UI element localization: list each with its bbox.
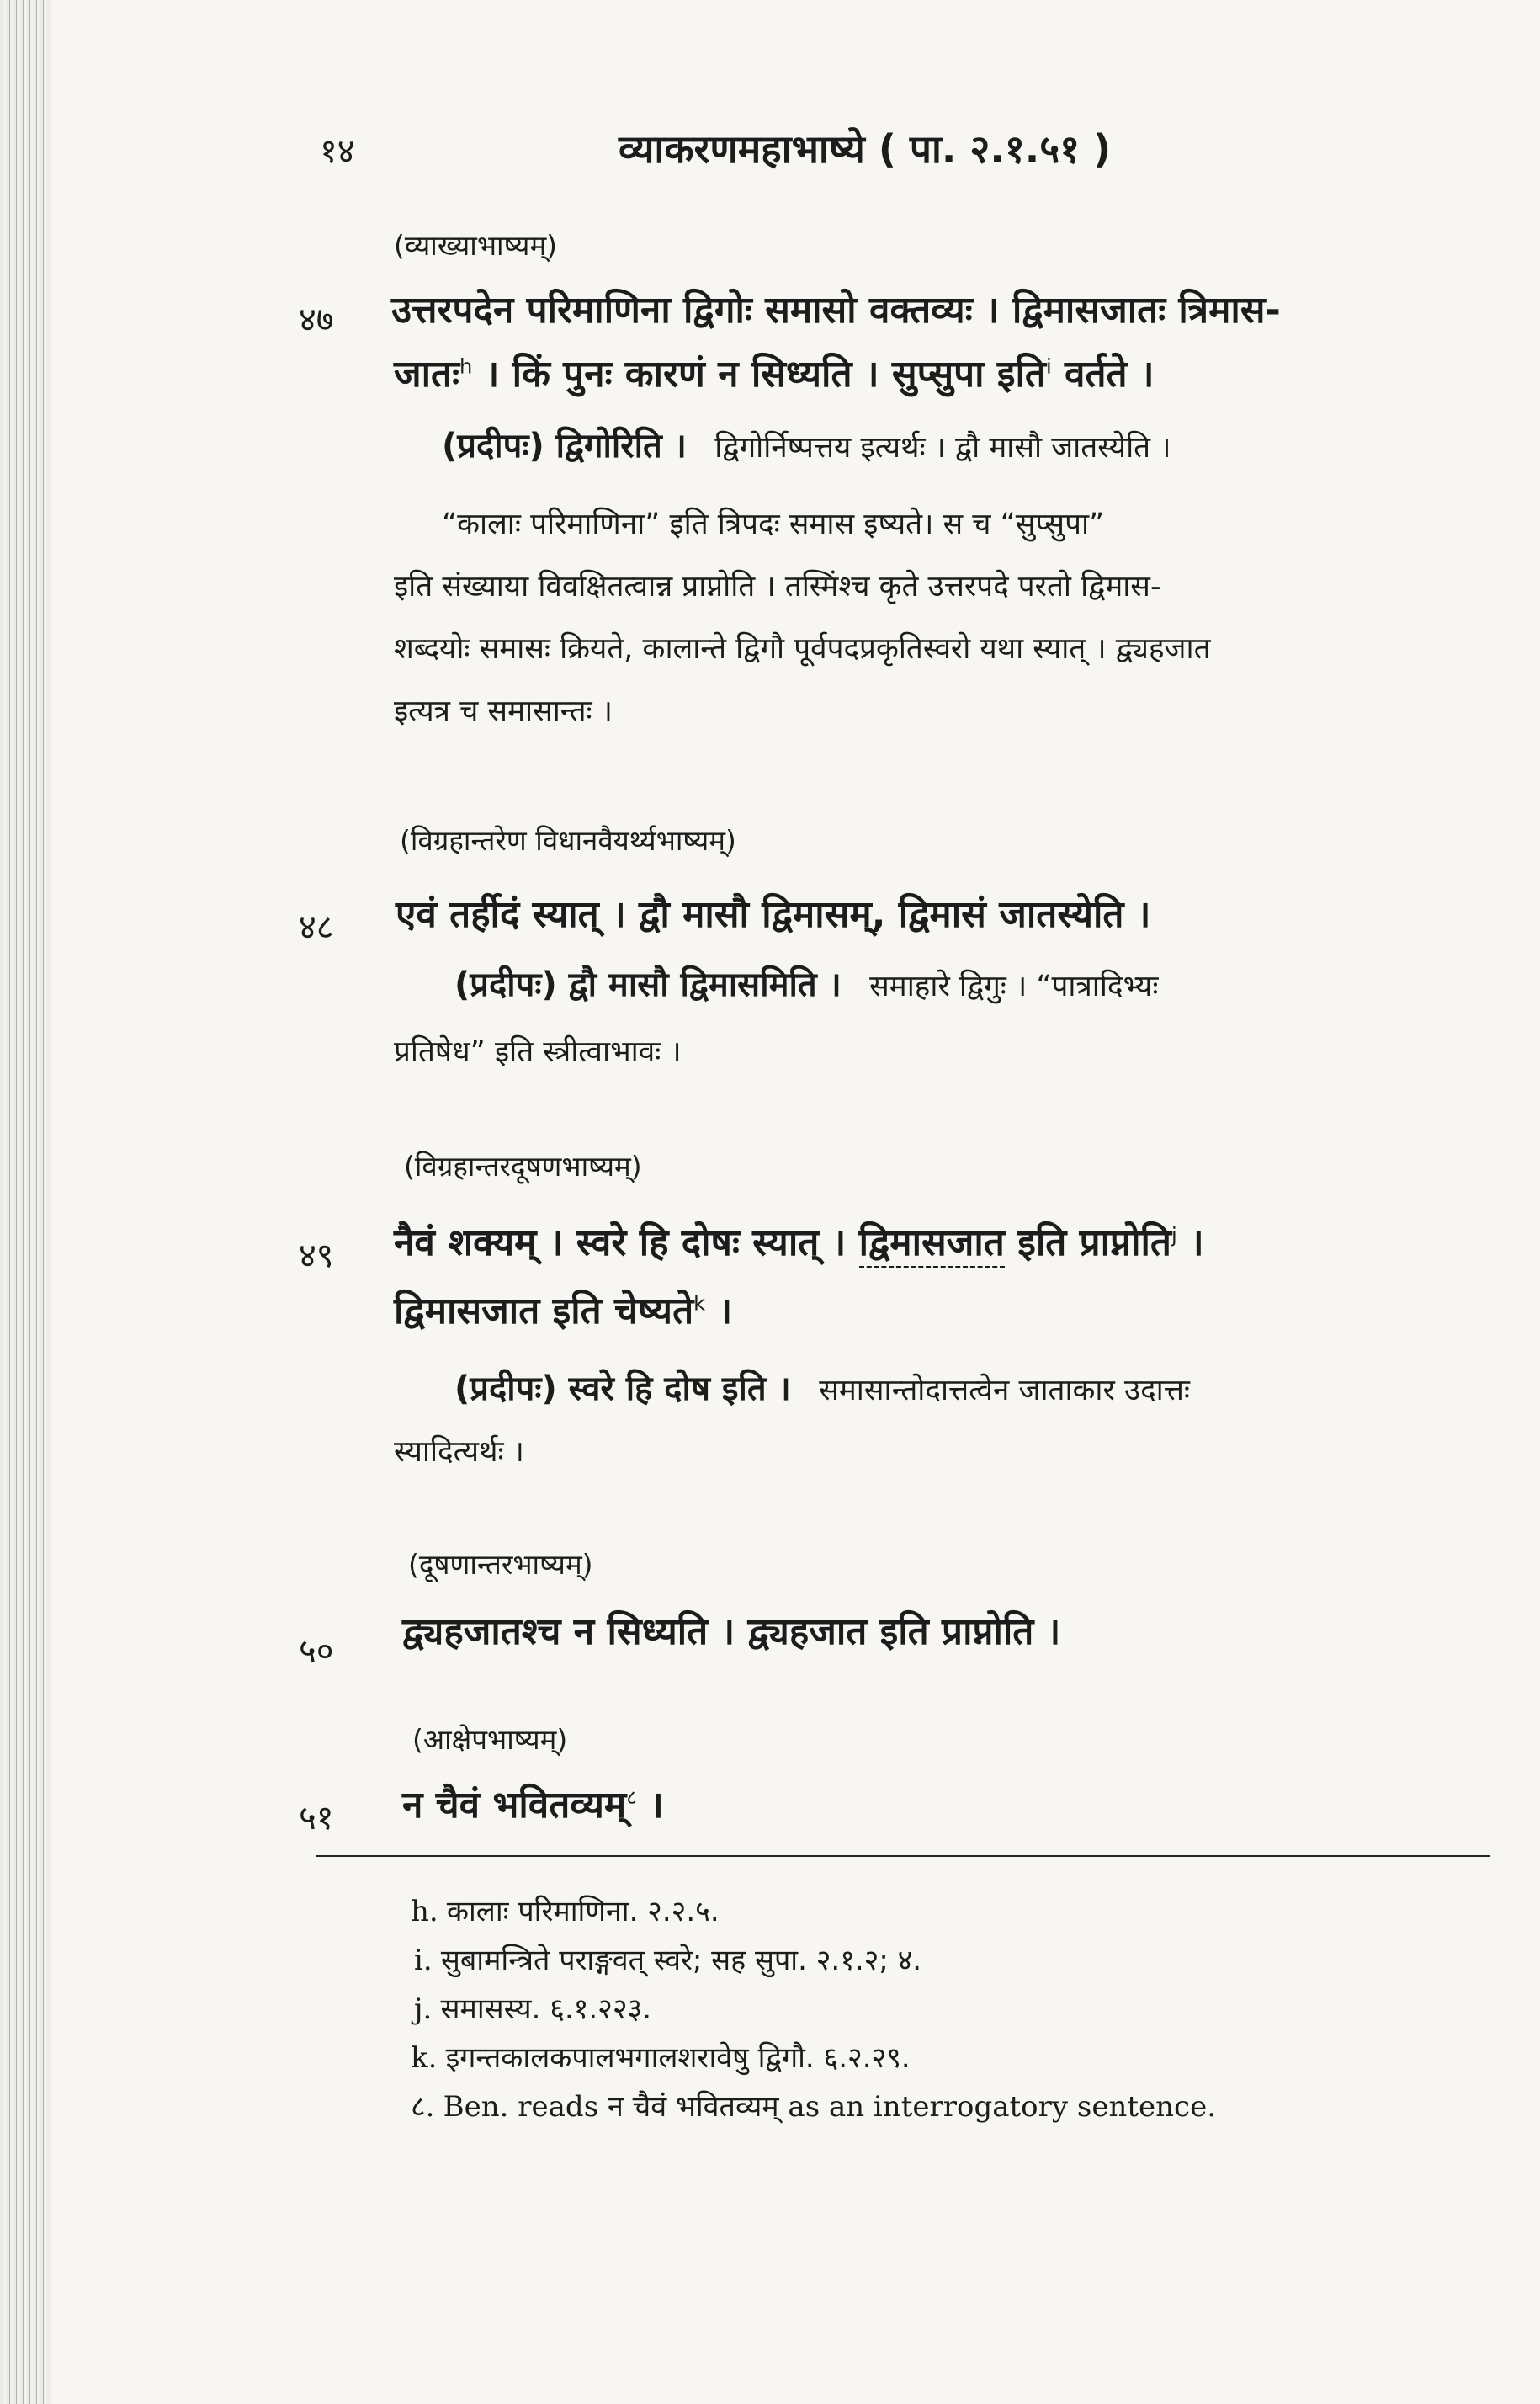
bhashya-49-line-2: द्विमासजात इति चेष्यते$^k$ । (394, 1290, 733, 1332)
pradipa-47: (प्रदीपः) द्विगोरिति । द्विगोर्निष्पत्तय इत्यर्थः । द्वौ मासौ जातस्येति । (442, 427, 1171, 465)
footnote-divider (316, 1855, 1490, 1857)
paragraph-number-51: ५१ (299, 1799, 334, 1838)
bhashya-49-line-1: नैवं शक्यम् । स्वरे हि दोषः स्यात् । द्विमासजात इति प्राप्नोति$^j$ । (394, 1215, 1204, 1266)
section-label-48: (विग्रहान्तरेण विधानवैयर्थ्यभाष्यम्) (400, 824, 736, 857)
running-title: व्याकरणमहाभाष्ये ( पा. २.१.५१ ) (619, 126, 1112, 172)
page-number: १४ (320, 132, 355, 171)
bhashya-47-line-1: उत्तरपदेन परिमाणिना द्विगोः समासो वक्तव्यः । द्विमासजातः त्रिमास- (391, 289, 1281, 332)
commentary-47-line-4: इत्यत्र च समासान्तः । (394, 694, 613, 728)
section-label-47: (व्याख्याभाष्यम्) (394, 229, 558, 262)
footnote-ref-k[interactable]: k (693, 1291, 706, 1316)
bhashya-47-line-2: जातः$^h$ । किं पुनः कारणं न सिध्यति । सुप्सुपा इति$^i$ वर्तते । (394, 353, 1155, 396)
pradipa-48-line-2: प्रतिषेध” इति स्त्रीत्वाभावः । (394, 1035, 682, 1069)
paragraph-number-50: ५० (299, 1632, 334, 1671)
section-label-51: (आक्षेपभाष्यम्) (412, 1723, 568, 1756)
commentary-47-line-3: शब्दयोः समासः क्रियते, कालान्ते द्विगौ पूर्वपदप्रकृतिस्वरो यथा स्यात् । द्व्यहजात (394, 632, 1211, 666)
paragraph-number-48: ४८ (299, 908, 334, 947)
footnote-j: j. समासस्य. ६.१.२२३. (414, 1992, 652, 2026)
footnote-i: i. सुबामन्त्रिते पराङ्गवत् स्वरे; सह सुपा. २.१.२; ४. (414, 1944, 922, 1977)
section-label-49: (विग्रहान्तरदूषणभाष्यम्) (404, 1150, 642, 1183)
footnote-ref-h[interactable]: h (459, 354, 473, 379)
footnote-ref-8[interactable]: ८ (626, 1785, 637, 1810)
footnote-8: ८. Ben. reads न चैवं भवितव्यम् as an interrogatory sentence. (411, 2090, 1217, 2124)
bhashya-51-line-1: न चैवं भवितव्यम्$^८$ । (402, 1784, 664, 1827)
footnote-ref-j[interactable]: j (1171, 1223, 1177, 1247)
commentary-47-line-2: इति संख्याया विवक्षितत्वान्न प्राप्नोति । तस्मिंश्च कृते उत्तरपदे परतो द्विमास- (394, 570, 1161, 604)
paragraph-number-47: ४७ (299, 300, 334, 339)
footnote-k: k. इगन्तकालकपालभगालशरावेषु द्विगौ. ६.२.२९. (411, 2041, 911, 2075)
bhashya-48-line-1: एवं तर्हीदं स्यात् । द्वौ मासौ द्विमासम्, द्विमासं जातस्येति । (396, 893, 1151, 936)
footnote-h: h. कालाः परिमाणिना. २.२.५. (411, 1895, 720, 1928)
pradipa-49-line-2: स्यादित्यर्थः । (394, 1435, 524, 1469)
commentary-47-line-1: “कालाः परिमाणिना” इति त्रिपदः समास इष्यते। स च “सुप्सुपा” (442, 508, 1105, 541)
bhashya-50-line-1: द्व्यहजातश्च न सिध्यति । द्व्यहजात इति प्राप्नोति । (402, 1610, 1061, 1653)
underlined-term: द्विमासजात (859, 1221, 1005, 1268)
paragraph-number-49: ४९ (299, 1237, 334, 1275)
pradipa-48: (प्रदीपः) द्वौ मासौ द्विमासमिति । समाहारे द्विगुः । “पात्रादिभ्यः (454, 965, 1159, 1004)
pradipa-49: (प्रदीपः) स्वरे हि दोष इति । समासान्तोदात्तत्वेन जाताकार उदात्तः (454, 1370, 1191, 1408)
footnote-ref-i[interactable]: i (1045, 354, 1052, 379)
section-label-50: (दूषणान्तरभाष्यम्) (408, 1548, 593, 1581)
